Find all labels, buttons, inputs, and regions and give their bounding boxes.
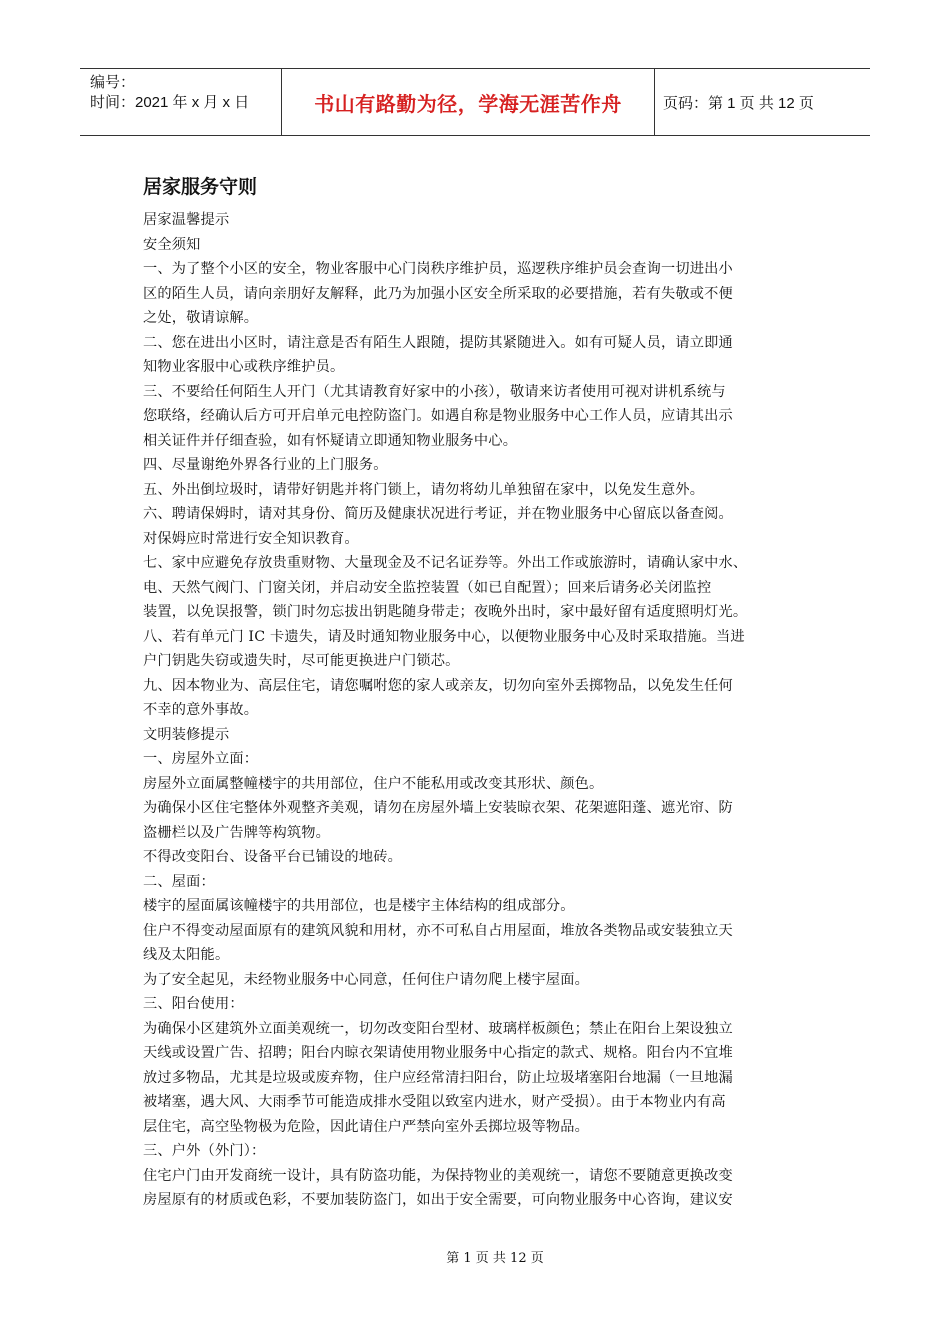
body-line: 居家温馨提示	[143, 212, 230, 228]
body-line: 层住宅，高空坠物极为危险，因此请住户严禁向室外丢掷垃圾等物品。	[143, 1118, 590, 1135]
body-line: 装置，以免误报警，锁门时勿忘拔出钥匙随身带走；夜晚外出时，家中最好留有适度照明灯光。	[143, 604, 748, 620]
body-line: 天线或设置广告、招聘；阳台内晾衣架请使用物业服务中心指定的款式、规格。阳台内不宜堆	[143, 1045, 733, 1061]
header-page-info: 页码：第 1 页 共 12 页	[663, 94, 814, 112]
body-line: 三、阳台使用：	[143, 996, 244, 1012]
body-line: 四、尽量谢绝外界各行业的上门服务。	[143, 457, 388, 473]
body-line: 知物业客服中心或秩序维护员。	[143, 359, 345, 375]
body-line: 六、聘请保姆时，请对其身份、简历及健康状况进行考证，并在物业服务中心留底以备查阅。	[143, 506, 733, 522]
body-line: 七、家中应避免存放贵重财物、大量现金及不记名证券等。外出工作或旅游时，请确认家中水、	[143, 555, 748, 571]
body-line: 住宅户门由开发商统一设计，具有防盗功能，为保持物业的美观统一，请您不要随意更换改变	[143, 1167, 733, 1184]
body-line: 三、不要给任何陌生人开门（尤其请教育好家中的小孩），敬请来访者使用可视对讲机系统与	[143, 383, 726, 400]
document-title: 居家服务守则	[143, 176, 258, 198]
body-line: 二、您在进出小区时，请注意是否有陌生人跟随，提防其紧随进入。如有可疑人员，请立即通	[143, 334, 733, 351]
body-line: 线及太阳能。	[143, 947, 230, 963]
body-line: 文明装修提示	[143, 726, 230, 743]
body-line: 一、房屋外立面：	[143, 751, 259, 767]
body-line: 为确保小区住宅整体外观整齐美观，请勿在房屋外墙上安装晾衣架、花架遮阳蓬、遮光帘、防	[143, 800, 733, 816]
body-line: 九、因本物业为、高层住宅，请您嘱咐您的家人或亲友，切勿向室外丢掷物品，以免发生任何	[143, 677, 733, 694]
header-meta	[80, 69, 282, 135]
body-line: 区的陌生人员，请向亲朋好友解释，此乃为加强小区安全所采取的必要措施，若有失敬或不便	[143, 285, 733, 302]
body-line: 三、户外（外门）：	[143, 1143, 266, 1159]
document-body	[143, 208, 823, 1213]
body-line: 电、天然气阀门、门窗关闭，并启动安全监控装置（如已自配置）；回来后请务必关闭监控	[143, 579, 712, 596]
document-date: 时间：2021 年 x 月 x 日	[90, 94, 250, 111]
body-line: 为确保小区建筑外立面美观统一，切勿改变阳台型材、玻璃样板颜色；禁止在阳台上架设独立	[143, 1020, 733, 1037]
body-line: 不得改变阳台、设备平台已铺设的地砖。	[143, 849, 402, 865]
body-line: 为了安全起见，未经物业服务中心同意，任何住户请勿爬上楼宇屋面。	[143, 971, 590, 988]
body-line: 被堵塞，遇大风、大雨季节可能造成排水受阻以致室内进水，财产受损）。由于本物业内有高	[143, 1094, 726, 1110]
body-line: 房屋外立面属整幢楼宇的共用部位，住户不能私用或改变其形状、颜色。	[143, 775, 604, 792]
body-line: 楼宇的屋面属该幢楼宇的共用部位，也是楼宇主体结构的组成部分。	[143, 898, 575, 914]
body-line: 放过多物品，尤其是垃圾或废弃物，住户应经常清扫阳台，防止垃圾堵塞阳台地漏（一旦地漏	[143, 1069, 733, 1086]
body-line: 不幸的意外事故。	[143, 702, 259, 718]
page-footer: 第 1 页 共 12 页	[446, 1251, 544, 1266]
header-motto: 书山有路勤为径，学海无涯苦作舟	[282, 69, 655, 135]
body-line: 房屋原有的材质或色彩，不要加装防盗门，如出于安全需要，可向物业服务中心咨询，建议安	[143, 1192, 733, 1208]
body-line: 对保姆应时常进行安全知识教育。	[143, 530, 359, 547]
body-line: 盗栅栏以及广告牌等构筑物。	[143, 824, 331, 841]
body-line: 相关证件并仔细查验，如有怀疑请立即通知物业服务中心。	[143, 432, 518, 449]
body-line: 您联络，经确认后方可开启单元电控防盗门。如遇自称是物业服务中心工作人员，应请其出示	[143, 408, 733, 424]
page-header	[80, 68, 870, 136]
document-number-label: 编号：	[90, 74, 136, 91]
body-line: 二、屋面：	[143, 873, 215, 890]
body-line: 之处，敬请谅解。	[143, 310, 259, 326]
body-line: 一、为了整个小区的安全，物业客服中心门岗秩序维护员，巡逻秩序维护员会查询一切进出小	[143, 261, 733, 277]
body-line: 户门钥匙失窃或遗失时，尽可能更换进户门锁芯。	[143, 653, 460, 669]
body-line: 住户不得变动屋面原有的建筑风貌和用材，亦不可私自占用屋面，堆放各类物品或安装独立天	[143, 922, 733, 939]
body-line: 八、若有单元门 IC 卡遗失，请及时通知物业服务中心，以便物业服务中心及时采取措施。当进	[143, 628, 745, 645]
body-line: 安全须知	[143, 236, 201, 253]
body-line: 五、外出倒垃圾时，请带好钥匙并将门锁上，请勿将幼儿单独留在家中，以免发生意外。	[143, 481, 705, 498]
